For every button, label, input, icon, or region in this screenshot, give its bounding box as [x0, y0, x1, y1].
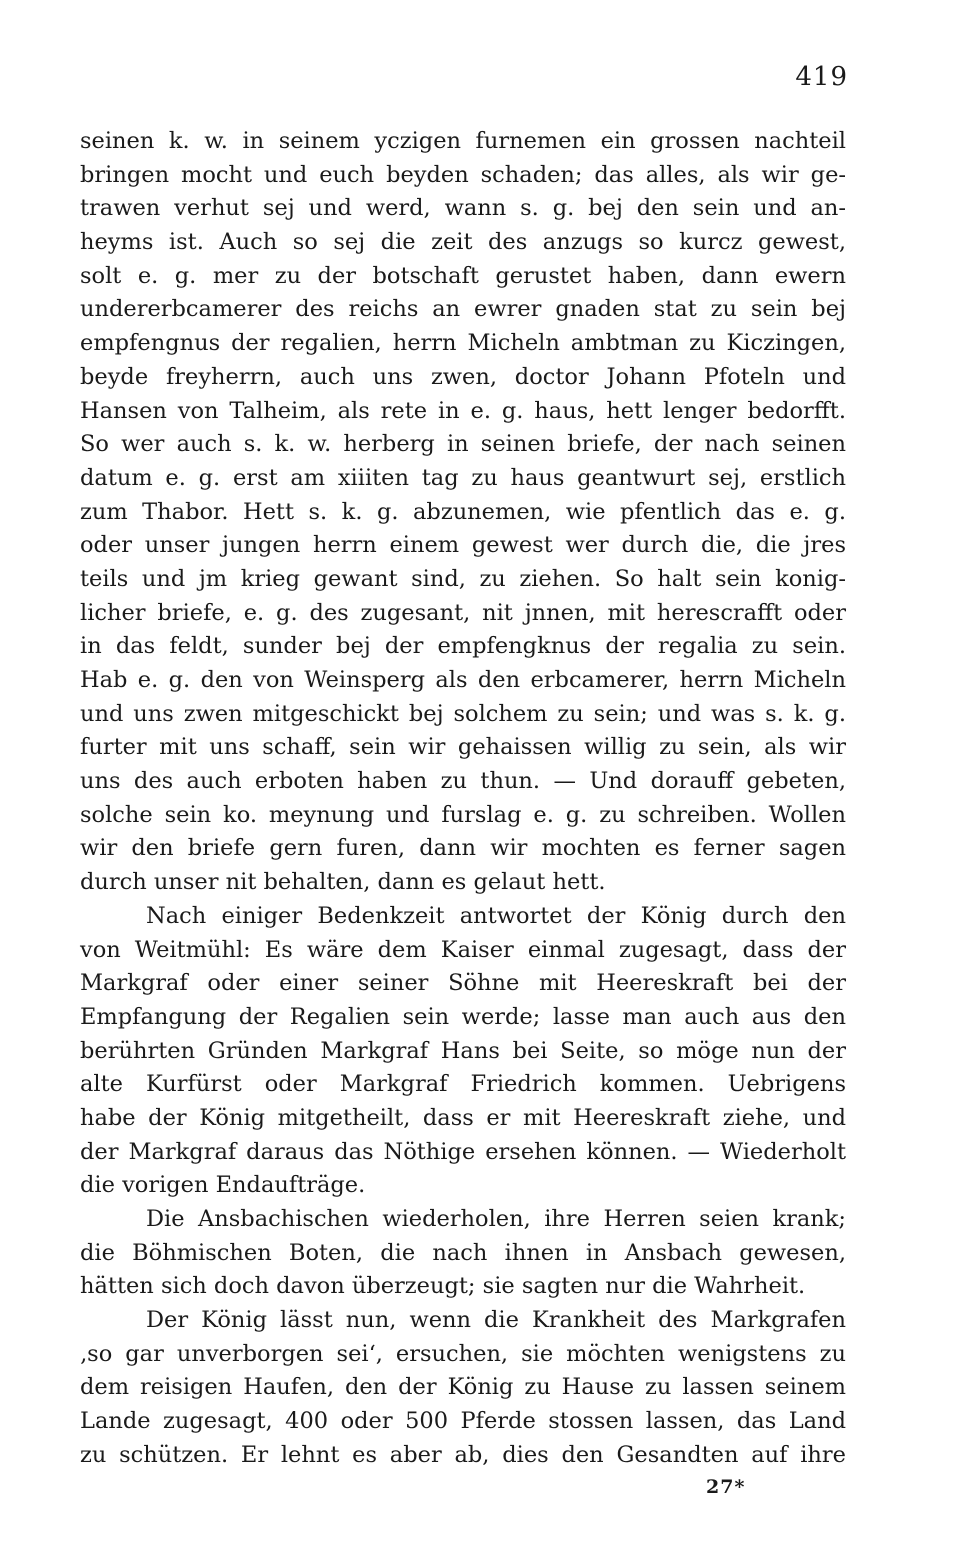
- paragraph-start-line: Nach einiger Bedenkzeit antwortet der König durch den: [146, 902, 846, 929]
- text-line: Lande zugesagt, 400 oder 500 Pferde stossen lassen, das Land: [80, 1408, 846, 1435]
- text-line: von Weitmühl: Es wäre dem Kaiser einmal zugesagt, dass der: [80, 936, 846, 963]
- text-line: furter mit uns schaff, sein wir gehaissen willig zu sein, als wir: [80, 734, 846, 761]
- text-line: Empfangung der Regalien sein werde; lasse man auch aus den: [80, 1003, 846, 1030]
- text-line: und uns zwen mitgeschickt bej solchem zu sein; und was s. k. g.: [80, 700, 846, 727]
- text-line: bringen mocht und euch beyden schaden; das alles, als wir ge-: [80, 161, 846, 188]
- text-line: licher briefe, e. g. des zugesant, nit jnnen, mit herescrafft oder: [80, 599, 846, 626]
- text-line: So wer auch s. k. w. herberg in seinen briefe, der nach seinen: [80, 431, 846, 458]
- text-line: uns des auch erboten haben zu thun. — Und dorauff gebeten,: [80, 768, 846, 795]
- text-line: Hab e. g. den von Weinsperg als den erbcamerer, herrn Micheln: [80, 667, 846, 693]
- text-line: durch unser nit behalten, dann es gelaut hett.: [80, 869, 606, 896]
- text-line: der Markgraf daraus das Nöthige ersehen können. — Wiederholt: [80, 1138, 846, 1165]
- text-line: trawen verhut sej und werd, wann s. g. bej den sein und an-: [80, 195, 846, 222]
- text-line: berührten Gründen Markgraf Hans bei Seite, so möge nun der: [80, 1037, 846, 1064]
- body-text: [80, 125, 846, 1473]
- text-line: wir den briefe gern furen, dann wir mochten es ferner sagen: [80, 835, 846, 862]
- text-line: dem reisigen Haufen, den der König zu Hause zu lassen seinem: [80, 1374, 846, 1401]
- text-line: beyde freyherrn, auch uns zwen, doctor Johann Pfoteln und: [80, 363, 846, 390]
- text-line: oder unser jungen herrn einem gewest wer durch die, die jres: [80, 532, 846, 559]
- paragraph-start-line: Die Ansbachischen wiederholen, ihre Herren seien krank;: [146, 1206, 846, 1232]
- text-line: datum e. g. erst am xiiiten tag zu haus geantwurt sej, erstlich: [80, 464, 846, 491]
- page-number: 419: [795, 62, 848, 92]
- text-line: empfengnus der regalien, herrn Micheln ambtman zu Kiczingen,: [80, 330, 846, 357]
- text-line: Hansen von Talheim, als rete in e. g. haus, hett lenger bedorfft.: [80, 397, 846, 424]
- text-line: alte Kurfürst oder Markgraf Friedrich kommen. Uebrigens: [80, 1071, 846, 1098]
- text-line: die Böhmischen Boten, die nach ihnen in Ansbach gewesen,: [80, 1239, 846, 1266]
- text-line: hätten sich doch davon überzeugt; sie sagten nur die Wahrheit.: [80, 1273, 806, 1300]
- paragraph-start-line: Der König lässt nun, wenn die Krankheit des Markgrafen: [146, 1307, 846, 1334]
- text-line: habe der König mitgetheilt, dass er mit Heereskraft ziehe, und: [80, 1104, 846, 1131]
- text-line: solt e. g. mer zu der botschaft gerustet haben, dann ewern: [80, 262, 846, 289]
- text-line: undererbcamerer des reichs an ewrer gnaden stat zu sein bej: [80, 296, 846, 323]
- text-line: seinen k. w. in seinem yczigen furnemen ein grossen nachteil: [80, 128, 846, 154]
- text-line: Markgraf oder einer seiner Söhne mit Heereskraft bei der: [80, 970, 846, 997]
- text-line: heyms ist. Auch so sej die zeit des anzugs so kurcz gewest,: [80, 229, 846, 256]
- text-line: die vorigen Endaufträge.: [80, 1172, 366, 1199]
- text-line: solche sein ko. meynung und furslag e. g. zu schreiben. Wollen: [80, 801, 846, 828]
- text-line: zum Thabor. Hett s. k. g. abzunemen, wie pfentlich das e. g.: [80, 498, 846, 525]
- text-line: ‚so gar unverborgen sei‘, ersuchen, sie möchten wenigstens zu: [80, 1340, 846, 1367]
- text-line: zu schützen. Er lehnt es aber ab, dies den Gesandten auf ihre: [80, 1441, 846, 1468]
- signature-mark: 27*: [706, 1476, 746, 1498]
- text-line: in das feldt, sunder bej der empfengknus der regalia zu sein.: [80, 633, 846, 660]
- text-line: teils und jm krieg gewant sind, zu ziehen. So halt sein konig-: [80, 565, 846, 592]
